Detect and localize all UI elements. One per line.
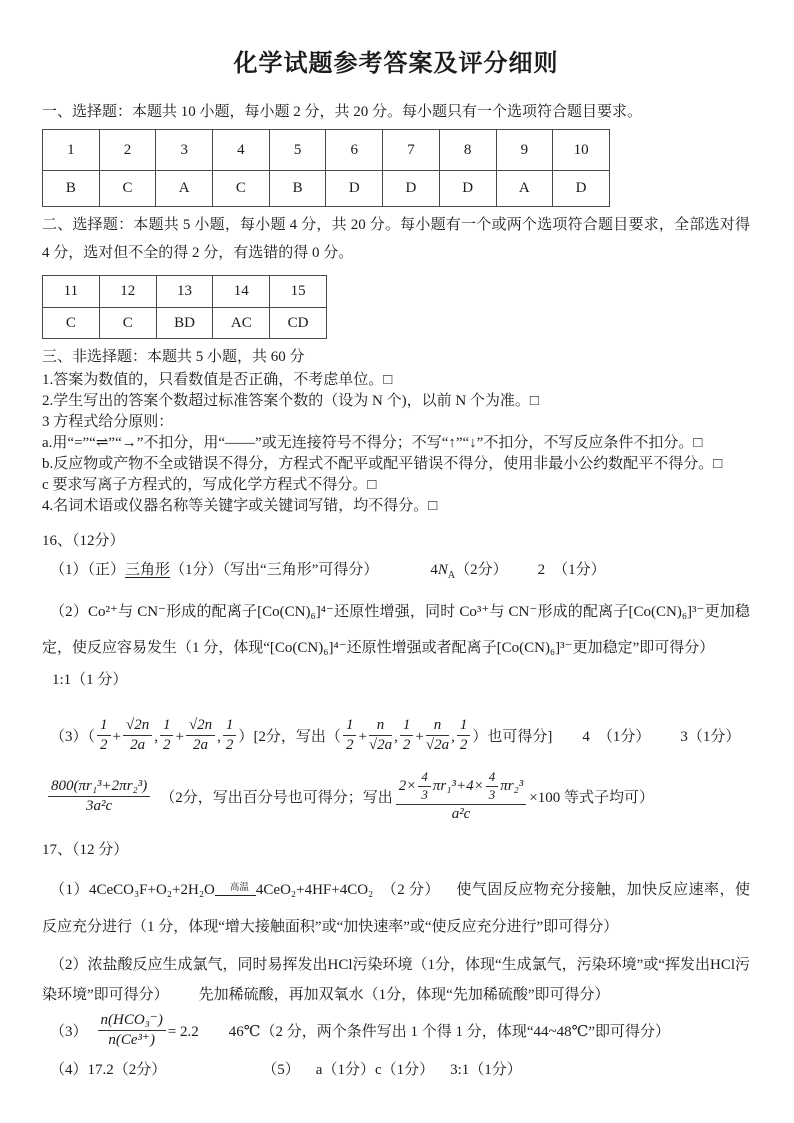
formula-text: πr₂³ bbox=[500, 778, 524, 795]
grading-notes bbox=[42, 370, 750, 517]
grading-note: b.反应物或产物不全或错误不得分，方程式不配平或配平错误不得分，使用非最小公约数配平不得分。□ bbox=[42, 456, 723, 472]
question-number-row bbox=[43, 276, 327, 308]
grading-note: 1.答案为数值的，只看数值是否正确，不考虑单位。□ bbox=[42, 372, 393, 388]
alternative-formula bbox=[396, 770, 527, 823]
chemical-equation-rhs: 4CeO₂+4HF+4CO₂ bbox=[255, 882, 374, 898]
score-note: [2分，写出（ bbox=[253, 729, 341, 745]
answer-cell: B bbox=[43, 171, 100, 207]
answer-text: （5） bbox=[262, 1062, 300, 1078]
fraction-denominator: 3 bbox=[488, 786, 496, 802]
answer-text: 4 bbox=[582, 729, 590, 745]
answer-cell: C bbox=[99, 171, 156, 207]
score-note: （2分，写出百分号也可得分；写出 bbox=[160, 790, 393, 806]
reaction-condition bbox=[215, 883, 256, 896]
answer-text: （1） bbox=[50, 882, 89, 898]
answer-text: （3）（ bbox=[50, 729, 96, 745]
fraction-numerator bbox=[396, 770, 527, 805]
answer-cell: C bbox=[99, 308, 156, 339]
answer-cell: A bbox=[156, 171, 213, 207]
separator: , bbox=[451, 729, 455, 745]
answer-table-2 bbox=[42, 275, 327, 339]
fraction-denominator: 3a²c bbox=[86, 798, 113, 815]
fraction-numerator: 1 bbox=[343, 717, 357, 736]
answer-cell: D bbox=[553, 171, 610, 207]
fraction bbox=[343, 717, 357, 754]
grading-note: 3 方程式给分原则： bbox=[42, 414, 174, 430]
fraction bbox=[400, 717, 414, 754]
question-number-cell: 10 bbox=[553, 130, 610, 171]
question-number-cell: 2 bbox=[99, 130, 156, 171]
answer-text: 4 bbox=[430, 562, 438, 578]
separator: , bbox=[217, 729, 221, 745]
answer-cell: AC bbox=[213, 308, 270, 339]
question-number-cell: 8 bbox=[439, 130, 496, 171]
grading-note: a.用“=”“⇌”“→”不扣分，用“——”或无连接符号不得分；不写“↑”“↓”不扣分，不写反应条件不扣分。□ bbox=[42, 435, 703, 451]
answer-cell: D bbox=[326, 171, 383, 207]
formula-text: πr₁³+4× bbox=[432, 778, 484, 795]
separator: , bbox=[154, 729, 158, 745]
question-number-cell: 15 bbox=[270, 276, 327, 308]
fraction bbox=[426, 717, 449, 754]
underlined-answer: 三角形 bbox=[125, 562, 171, 578]
answer-cell: A bbox=[496, 171, 553, 207]
fraction bbox=[369, 717, 392, 754]
answer-text: 46℃（2 分，两个条件写出 1 个得 1 分，体现“44~48℃”即可得分） bbox=[228, 1024, 671, 1040]
answer-text: （3） bbox=[50, 1024, 88, 1040]
fraction-denominator: 2 bbox=[402, 737, 411, 754]
answer-text: 先加稀硫酸，再加双氧水（1分，体现“先加稀硫酸”即可得分） bbox=[198, 987, 610, 1003]
fraction-numerator: 4 bbox=[486, 770, 499, 787]
fraction-denominator: 3 bbox=[421, 786, 428, 802]
separator: , bbox=[394, 729, 398, 745]
avogadro-answer bbox=[430, 562, 456, 581]
answer-text: 2 bbox=[537, 562, 546, 578]
question-number-cell: 11 bbox=[43, 276, 100, 308]
answer-text: （1分）（写出“三角形”可得分） bbox=[170, 562, 379, 578]
question-number-cell: 12 bbox=[99, 276, 156, 308]
answer-cell: D bbox=[383, 171, 440, 207]
question-number-cell: 5 bbox=[269, 130, 326, 171]
formula-text: 2× bbox=[398, 778, 417, 795]
answer-table-1 bbox=[42, 129, 610, 207]
condition-label: 高温 bbox=[215, 883, 256, 896]
answer-cell: B bbox=[269, 171, 326, 207]
question17-part3 bbox=[42, 1010, 750, 1054]
question16-part3 bbox=[42, 714, 750, 760]
question-number-cell: 7 bbox=[383, 130, 440, 171]
fraction-numerator: n bbox=[369, 717, 392, 736]
fraction-numerator: 4 bbox=[418, 770, 431, 787]
fraction-denominator: 2 bbox=[162, 737, 171, 754]
fraction-denominator: √2a bbox=[368, 737, 393, 754]
question17-part4-5 bbox=[42, 1060, 750, 1080]
answer-text: N bbox=[437, 562, 448, 578]
answer-text: （2）浓盐酸反应生成氯气，同时易挥发出HCl污染环境（1分，体现“生成氯气，污染环境”或“挥发出HCl污染环境”即可得分） bbox=[42, 957, 750, 1003]
question-number-cell: 6 bbox=[326, 130, 383, 171]
fraction bbox=[223, 717, 237, 754]
fraction-denominator: 2 bbox=[100, 737, 108, 754]
fraction-numerator: 1 bbox=[223, 717, 237, 736]
section2-heading: 二、选择题：本题共 5 小题，每小题 4 分，共 20 分。每小题有一个或两个选项符合题目要求，全部选对得 4 分，选对但不全的得 2 分，有选错的得 0 分。 bbox=[42, 217, 750, 261]
answer-cell: CD bbox=[270, 308, 327, 339]
fraction-numerator: √2n bbox=[186, 717, 215, 736]
fraction-denominator: 2a bbox=[193, 737, 209, 754]
question-number-cell: 4 bbox=[213, 130, 270, 171]
grading-note: 2.学生写出的答案个数超过标准答案个数的（设为 N 个)，以前 N 个为准。□ bbox=[42, 393, 539, 409]
fraction-denominator: a²c bbox=[451, 806, 471, 823]
fraction bbox=[457, 717, 471, 754]
question-number-cell: 3 bbox=[156, 130, 213, 171]
fraction-denominator: n(Ce³⁺) bbox=[108, 1032, 155, 1049]
fraction-numerator: 800(πr₁³+2πr₂³) bbox=[48, 778, 150, 797]
fraction-denominator: 2 bbox=[225, 737, 234, 754]
fraction bbox=[486, 770, 499, 802]
answer-text: 3 bbox=[680, 729, 688, 745]
question-number-cell: 9 bbox=[496, 130, 553, 171]
answer-cell: C bbox=[213, 171, 270, 207]
fraction-denominator: 2 bbox=[459, 737, 468, 754]
answer-text: 3:1（1分） bbox=[450, 1062, 522, 1078]
answer-cell: BD bbox=[156, 308, 213, 339]
fraction-numerator: n bbox=[426, 717, 449, 736]
fraction-numerator: 1 bbox=[160, 717, 174, 736]
score-note: ）也可得分] bbox=[472, 729, 553, 745]
operator: + bbox=[358, 729, 367, 745]
operator: + bbox=[175, 729, 184, 745]
question-number-cell: 13 bbox=[156, 276, 213, 308]
answer-text: a（1分）c（1分） bbox=[315, 1062, 435, 1078]
fraction-numerator: 1 bbox=[457, 717, 471, 736]
section3-heading: 三、非选择题：本题共 5 小题，共 60 分 bbox=[42, 349, 305, 365]
fraction-numerator: 1 bbox=[400, 717, 414, 736]
question17-part1 bbox=[42, 872, 750, 946]
document-title: 化学试题参考答案及评分细则 bbox=[233, 50, 559, 77]
grading-note: 4.名词术语或仪器名称等关键字或关键词写错，均不得分。□ bbox=[42, 498, 438, 514]
question16-part4 bbox=[42, 770, 750, 826]
question-number-cell: 14 bbox=[213, 276, 270, 308]
chemical-equation-lhs: 4CeCO₃F+O₂+2H₂O bbox=[88, 882, 215, 898]
answer-text: （1）（正） bbox=[50, 562, 126, 578]
answer-cell: C bbox=[43, 308, 100, 339]
question16-part2: （2）Co²⁺与 CN⁻形成的配离子[Co(CN)₆]⁴⁻还原性增强，同时 Co³⁺与 CN⁻形成的配离子[Co(CN)₆]³⁻更加稳定，使反应容易发生（1 分，体现“[Co(CN)₆]⁴⁻还原性增强或者配离子[Co(CN)₆]³⁻更加稳定”即可得分） bbox=[42, 604, 750, 656]
operator: + bbox=[112, 729, 121, 745]
answer-row bbox=[43, 308, 327, 339]
score-label: （2 分） bbox=[381, 882, 440, 898]
question17-part2 bbox=[42, 950, 750, 1010]
score-note: ×100 等式子均可） bbox=[529, 790, 654, 806]
fraction-denominator: 2 bbox=[345, 737, 354, 754]
answer-text: 使气固反应物充分接触，加快反应速率，使反应充分进行（1 分，体现“增大接触面积”或“加快速率”或“使反应充分进行”即可得分） bbox=[42, 882, 750, 935]
answer-text: ） bbox=[238, 729, 254, 745]
score-label: （2分） bbox=[455, 562, 508, 578]
score-label: （1分） bbox=[597, 729, 651, 745]
answer-cell: D bbox=[439, 171, 496, 207]
score-label: （1分） bbox=[687, 729, 741, 745]
section1-heading: 一、选择题：本题共 10 小题，每小题 2 分，共 20 分。每小题只有一个选项符合题目要求。 bbox=[42, 104, 643, 120]
fraction-numerator: √2n bbox=[123, 717, 152, 736]
fraction-numerator: 1 bbox=[97, 717, 111, 736]
fraction bbox=[97, 717, 111, 754]
operator: + bbox=[415, 729, 424, 745]
answer-text: （4）17.2（2分） bbox=[50, 1062, 167, 1078]
packing-fraction-formula bbox=[48, 778, 150, 815]
question16-part1 bbox=[42, 560, 750, 586]
question-number-cell: 1 bbox=[43, 130, 100, 171]
fraction bbox=[123, 717, 152, 754]
fraction-numerator: n(HCO₃⁻) bbox=[98, 1012, 166, 1031]
fraction-denominator: √2a bbox=[425, 737, 450, 754]
grading-note: c 要求写离子方程式的，写成化学方程式不得分。□ bbox=[42, 477, 377, 493]
mole-ratio-fraction bbox=[98, 1012, 166, 1049]
question16-heading: 16、（12分） bbox=[42, 533, 125, 549]
score-label: （1分） bbox=[553, 562, 606, 578]
fraction-denominator: 2a bbox=[130, 737, 146, 754]
fraction bbox=[186, 717, 215, 754]
subscript: A bbox=[447, 570, 456, 581]
question16-ratio-answer: 1:1（1 分） bbox=[52, 672, 128, 688]
fraction bbox=[160, 717, 174, 754]
question-number-row bbox=[43, 130, 610, 171]
question17-heading: 17、（12 分） bbox=[42, 842, 129, 858]
fraction bbox=[418, 770, 431, 802]
equals-value: = 2.2 bbox=[167, 1024, 199, 1040]
answer-row bbox=[43, 171, 610, 207]
